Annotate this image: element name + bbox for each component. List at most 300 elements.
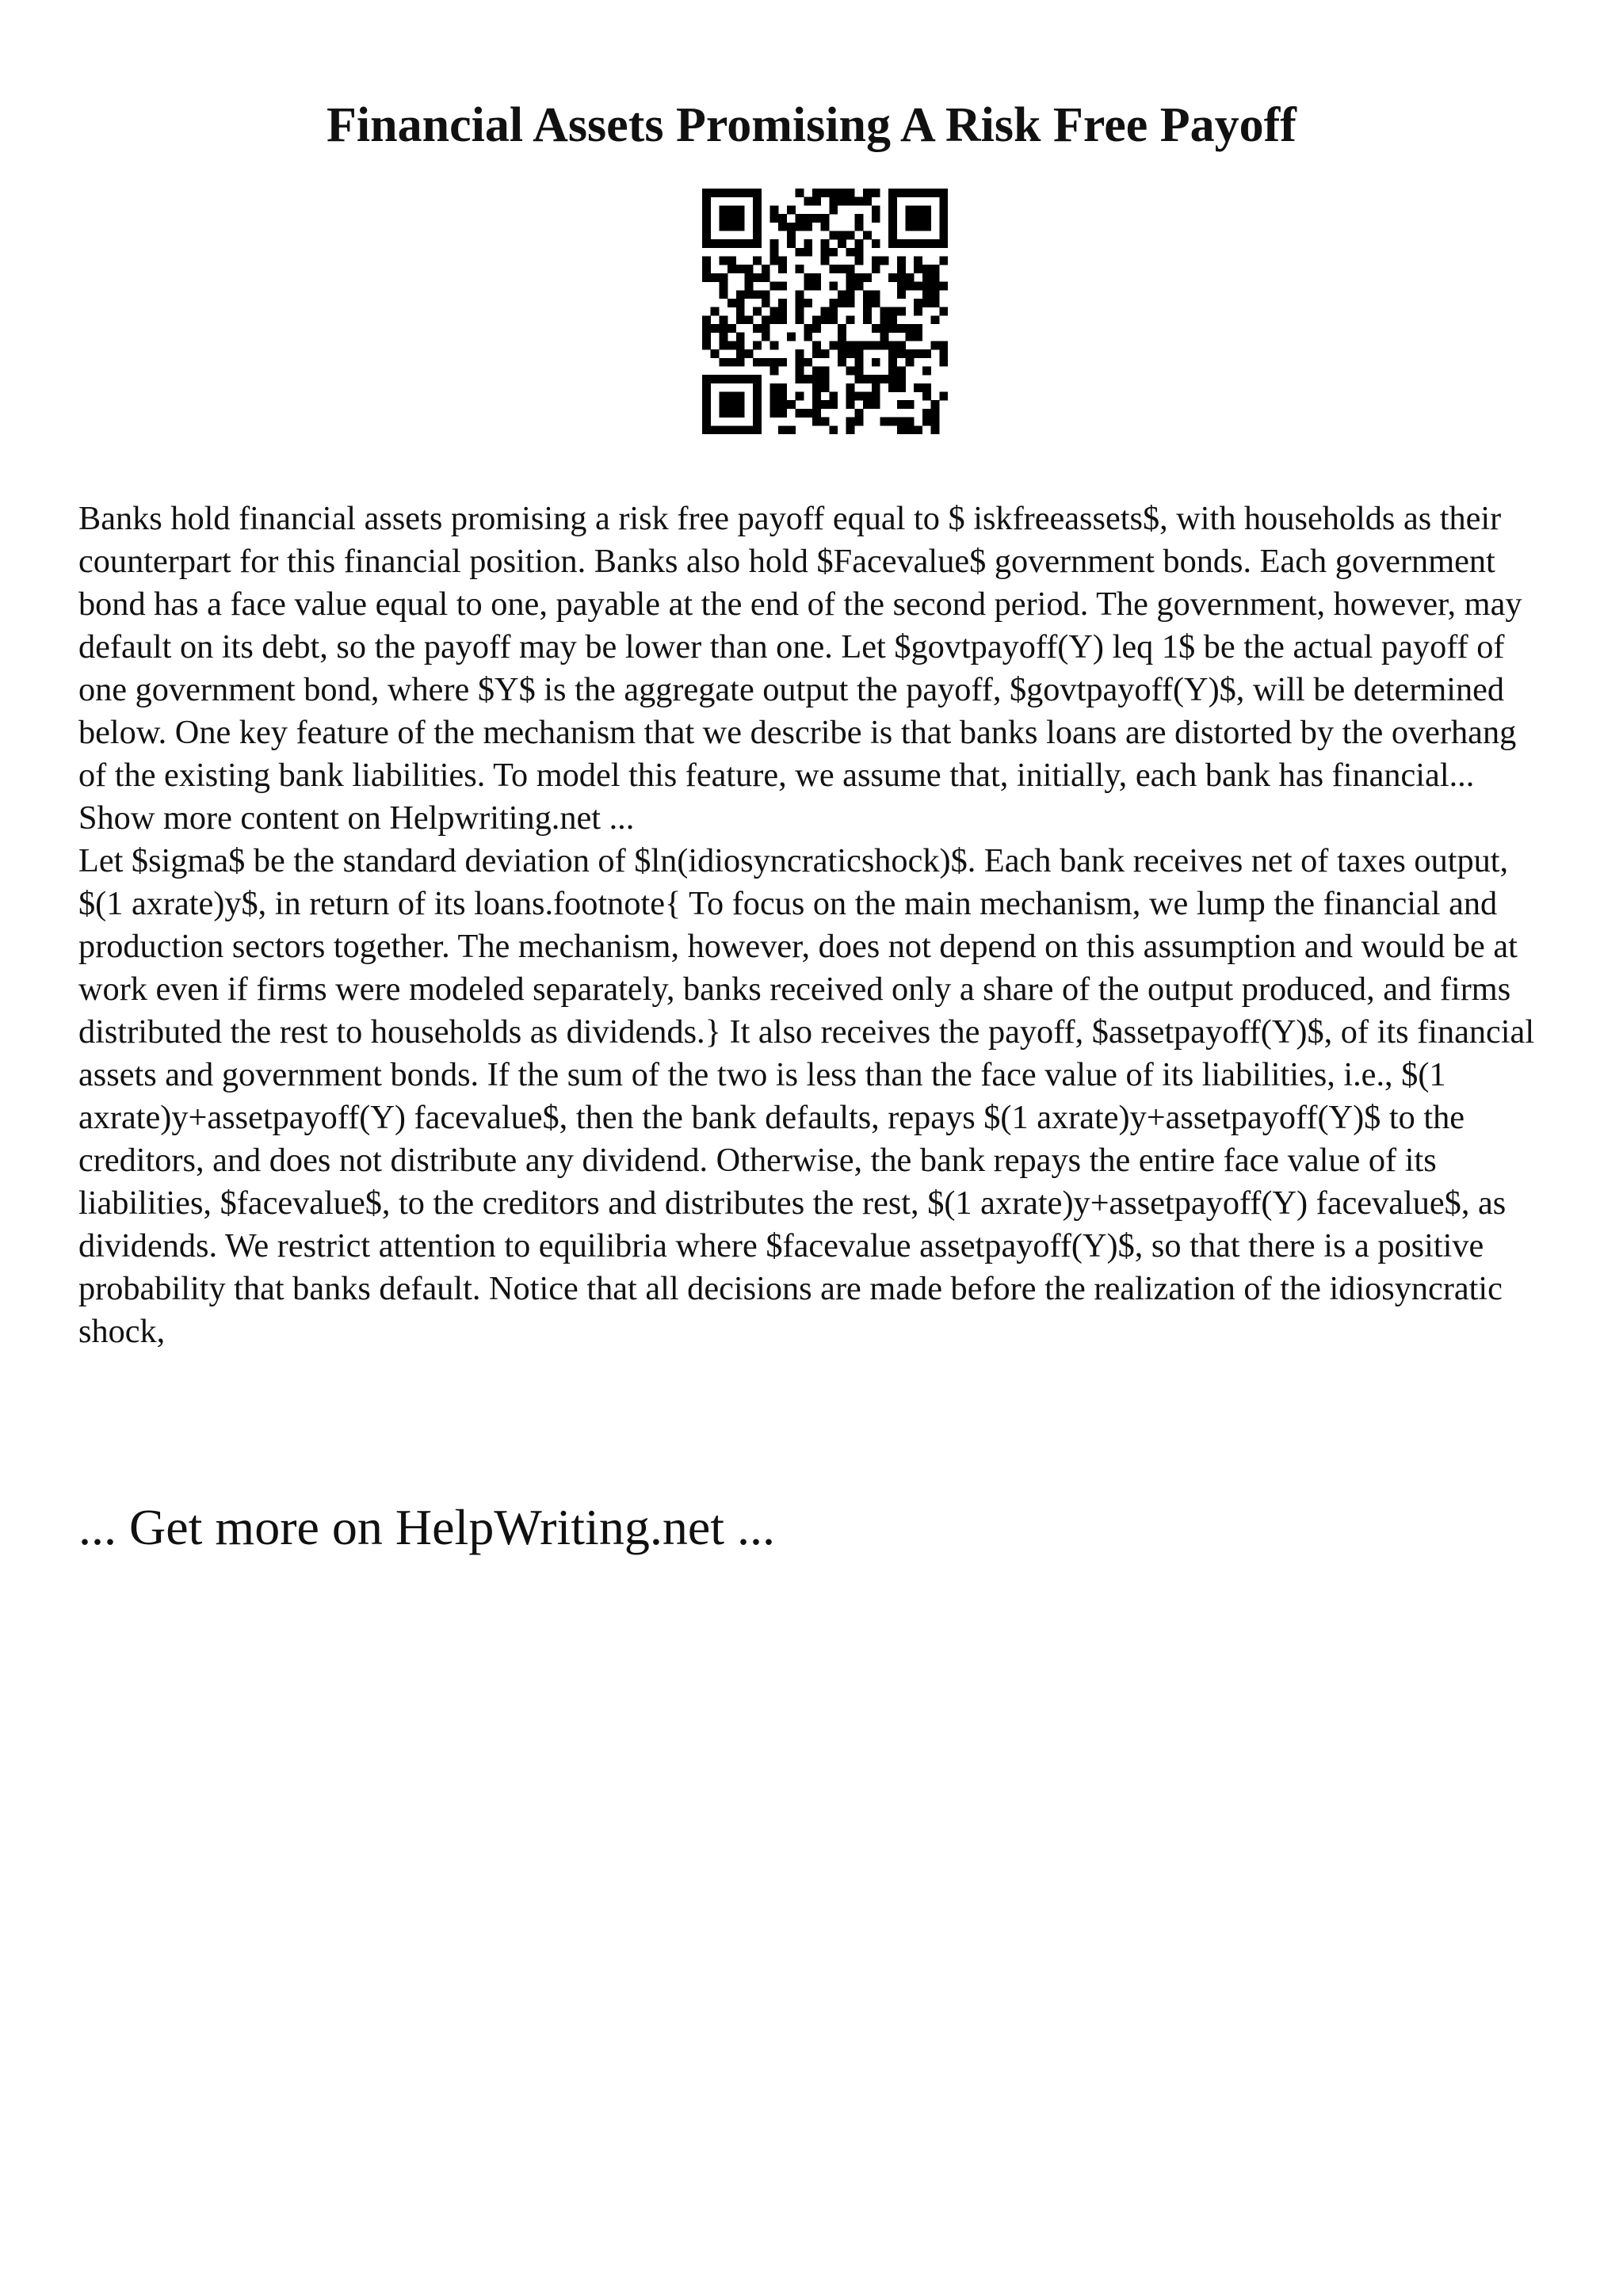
qr-module [939, 392, 948, 401]
qr-module [888, 214, 897, 223]
qr-module [880, 375, 888, 383]
qr-module [727, 205, 736, 214]
qr-module [922, 205, 931, 214]
qr-module [702, 400, 711, 409]
qr-module [804, 223, 812, 231]
qr-module [829, 400, 838, 409]
qr-module [888, 366, 897, 375]
qr-module [753, 375, 762, 383]
qr-module [838, 189, 846, 197]
qr-module [736, 333, 745, 341]
qr-module [727, 375, 736, 383]
qr-module [778, 400, 787, 409]
qr-module [872, 299, 880, 307]
qr-module [736, 315, 745, 324]
qr-module [939, 205, 948, 214]
qr-module [796, 315, 804, 324]
qr-module [939, 197, 948, 206]
qr-module [711, 189, 720, 197]
qr-module [796, 265, 804, 273]
qr-module [880, 307, 888, 316]
qr-module [762, 333, 770, 341]
qr-module [744, 265, 753, 273]
qr-module [922, 239, 931, 248]
qr-module [888, 231, 897, 239]
qr-module [906, 333, 915, 341]
qr-module [914, 265, 922, 273]
qr-module [727, 265, 736, 273]
qr-module [787, 400, 796, 409]
qr-module [931, 418, 940, 426]
qr-module [702, 333, 711, 341]
qr-module [888, 205, 897, 214]
qr-module [922, 392, 931, 401]
qr-module [939, 223, 948, 231]
qr-module [753, 290, 762, 299]
qr-module [753, 205, 762, 214]
qr-module [872, 383, 880, 392]
qr-module [906, 358, 915, 367]
qr-module [846, 189, 855, 197]
qr-module [872, 290, 880, 299]
qr-module [727, 341, 736, 349]
qr-module [914, 205, 922, 214]
qr-module [914, 257, 922, 265]
qr-module [770, 392, 779, 401]
qr-module [922, 290, 931, 299]
qr-module [812, 366, 821, 375]
qr-module [719, 273, 727, 282]
qr-module [796, 299, 804, 307]
qr-module [736, 214, 745, 223]
qr-module [880, 341, 888, 349]
qr-module [821, 223, 830, 231]
paragraph-2: Let $sigma$ be the standard deviation of $ln(idiosyncraticshock)$. Each bank receives net of taxes output, $(1 axrate)y$, in return of its loans.footnote{ To focus on the main mechanism, we lump the financial and production sectors together. The mechanism, however, does not depend on this assumption and would be at work even if firms were modeled separately, banks received only a share of the output produced, and firms distributed the rest to households as dividends.} It also receives the payoff, $assetpayoff(Y)$, of its financial assets and government bonds. If the sum of the two is less than the face value of its liabilities, i.e., $(1 axrate)y+assetpayoff(Y) facevalue$, then the bank defaults, repays $(1 axrate)y+assetpayoff(Y)$ to the creditors, and does not distribute any dividend. Otherwise, the bank repays the entire face value of its liabilities, $facevalue$, to the creditors and distributes the rest, $(1 axrate)y+assetpayoff(Y) facevalue$, as dividends. We restrict attention to equilibria where $facevalue assetpayoff(Y)$, so that there is a positive probability that banks default. Notice that all decisions are made before the realization of the idiosyncratic shock, [78, 842, 1535, 1350]
qr-module [854, 214, 863, 223]
qr-module [778, 315, 787, 324]
qr-module [753, 239, 762, 248]
qr-module [931, 282, 940, 291]
qr-module [939, 257, 948, 265]
qr-module [906, 324, 915, 333]
qr-module [736, 205, 745, 214]
qr-module [711, 425, 720, 434]
qr-module [897, 341, 906, 349]
qr-module [897, 425, 906, 434]
qr-module [778, 299, 787, 307]
qr-module [770, 214, 779, 223]
qr-module [711, 349, 720, 358]
qr-module [863, 400, 872, 409]
qr-module [897, 366, 906, 375]
qr-module [922, 409, 931, 418]
qr-module [778, 425, 787, 434]
qr-module [906, 273, 915, 282]
qr-module [906, 400, 915, 409]
qr-module [804, 409, 812, 418]
qr-module [812, 400, 821, 409]
qr-module [846, 231, 855, 239]
qr-module [753, 189, 762, 197]
qr-module [872, 205, 880, 214]
qr-module [719, 324, 727, 333]
qr-module [872, 189, 880, 197]
qr-module [753, 425, 762, 434]
qr-module [727, 324, 736, 333]
qr-module [821, 315, 830, 324]
qr-module [736, 400, 745, 409]
qr-module [854, 248, 863, 257]
qr-module [796, 248, 804, 257]
qr-module [702, 189, 711, 197]
qr-module [812, 418, 821, 426]
qr-module [744, 273, 753, 282]
qr-module [753, 231, 762, 239]
qr-module [939, 358, 948, 367]
qr-module [812, 214, 821, 223]
qr-module [702, 257, 711, 265]
qr-module [753, 273, 762, 282]
qr-module [736, 299, 745, 307]
qr-module [939, 214, 948, 223]
qr-module [719, 400, 727, 409]
qr-module [854, 282, 863, 291]
qr-module [854, 341, 863, 349]
qr-module [888, 223, 897, 231]
qr-module [711, 375, 720, 383]
qr-module [736, 239, 745, 248]
qr-module [838, 231, 846, 239]
qr-module [897, 257, 906, 265]
qr-module [812, 324, 821, 333]
qr-module [719, 189, 727, 197]
qr-module [762, 290, 770, 299]
qr-module [888, 273, 897, 282]
qr-module [846, 383, 855, 392]
qr-module [914, 383, 922, 392]
qr-module [702, 273, 711, 282]
qr-module [914, 324, 922, 333]
qr-module [727, 392, 736, 401]
qr-module [922, 299, 931, 307]
qr-module [753, 214, 762, 223]
qr-module [829, 189, 838, 197]
qr-module [744, 425, 753, 434]
qr-module [753, 257, 762, 265]
qr-module [854, 257, 863, 265]
qr-module [753, 358, 762, 367]
qr-module [863, 273, 872, 282]
get-more-link[interactable]: ... Get more on HelpWriting.net ... [78, 1499, 775, 1555]
qr-module [796, 307, 804, 316]
qr-module [906, 205, 915, 214]
qr-module [778, 257, 787, 265]
qr-module [829, 341, 838, 349]
qr-module [812, 315, 821, 324]
qr-module [906, 239, 915, 248]
qr-module [914, 239, 922, 248]
qr-module [770, 239, 779, 248]
qr-module [702, 231, 711, 239]
qr-module [727, 358, 736, 367]
qr-module [762, 273, 770, 282]
qr-module [914, 425, 922, 434]
qr-module [719, 290, 727, 299]
qr-module [762, 299, 770, 307]
qr-module [829, 248, 838, 257]
qr-module [846, 290, 855, 299]
qr-module [778, 223, 787, 231]
qr-module [778, 392, 787, 401]
qr-module [931, 299, 940, 307]
qr-module [736, 265, 745, 273]
qr-module [770, 282, 779, 291]
qr-module [770, 257, 779, 265]
qr-module [736, 290, 745, 299]
qr-module [736, 341, 745, 349]
qr-module [897, 349, 906, 358]
qr-module [762, 265, 770, 273]
qr-module [727, 299, 736, 307]
qr-module [804, 324, 812, 333]
qr-module [897, 400, 906, 409]
qr-module [863, 341, 872, 349]
qr-module [872, 400, 880, 409]
qr-module [939, 239, 948, 248]
qr-module [744, 282, 753, 291]
qr-module [787, 205, 796, 214]
qr-module [897, 282, 906, 291]
qr-module [778, 214, 787, 223]
qr-module [727, 400, 736, 409]
qr-module [863, 231, 872, 239]
qr-module [753, 418, 762, 426]
qr-module [812, 189, 821, 197]
qr-module [821, 248, 830, 257]
qr-module [711, 273, 720, 282]
qr-module [846, 418, 855, 426]
qr-module [702, 239, 711, 248]
qr-module [719, 214, 727, 223]
qr-module [702, 265, 711, 273]
qr-module [897, 324, 906, 333]
qr-module [829, 315, 838, 324]
qr-module [914, 333, 922, 341]
qr-module [727, 425, 736, 434]
qr-module [736, 409, 745, 418]
qr-module [872, 257, 880, 265]
qr-module [719, 358, 727, 367]
qr-module [922, 273, 931, 282]
qr-module [906, 425, 915, 434]
qr-module [727, 257, 736, 265]
qr-module [812, 197, 821, 206]
qr-module [922, 223, 931, 231]
qr-module [711, 324, 720, 333]
qr-module [829, 265, 838, 273]
qr-module [744, 239, 753, 248]
qr-module [727, 409, 736, 418]
qr-module [719, 205, 727, 214]
qr-module [778, 282, 787, 291]
qr-module [846, 341, 855, 349]
qr-module [719, 239, 727, 248]
qr-module [931, 265, 940, 273]
qr-module [787, 239, 796, 248]
qr-module [880, 418, 888, 426]
qr-module [829, 205, 838, 214]
qr-module [846, 273, 855, 282]
qr-module [821, 418, 830, 426]
qr-module [897, 375, 906, 383]
qr-module [872, 239, 880, 248]
qr-module [762, 358, 770, 367]
qr-module [770, 248, 779, 257]
qr-module [770, 358, 779, 367]
qr-module [872, 392, 880, 401]
qr-module [914, 214, 922, 223]
qr-module [719, 375, 727, 383]
qr-module [702, 341, 711, 349]
qr-module [796, 358, 804, 367]
qr-module [854, 239, 863, 248]
qr-module [821, 307, 830, 316]
qr-module [846, 282, 855, 291]
qr-module [888, 315, 897, 324]
qr-module [897, 383, 906, 392]
qr-module [702, 409, 711, 418]
qr-module [804, 333, 812, 341]
qr-module [770, 400, 779, 409]
qr-module [854, 197, 863, 206]
qr-module [829, 197, 838, 206]
qr-module [838, 349, 846, 358]
qr-module [762, 324, 770, 333]
qr-module [846, 197, 855, 206]
qr-module [744, 189, 753, 197]
qr-module [922, 282, 931, 291]
qr-module [778, 265, 787, 273]
qr-module [846, 366, 855, 375]
qr-module [736, 425, 745, 434]
qr-module [863, 315, 872, 324]
qr-module [939, 282, 948, 291]
qr-module [702, 214, 711, 223]
qr-module [753, 409, 762, 418]
qr-module [914, 223, 922, 231]
qr-module [804, 273, 812, 282]
qr-module [719, 223, 727, 231]
qr-module [854, 418, 863, 426]
qr-module [906, 214, 915, 223]
qr-module [770, 341, 779, 349]
document-body [78, 498, 1552, 1353]
qr-module [880, 315, 888, 324]
qr-module [880, 333, 888, 341]
qr-module [821, 400, 830, 409]
qr-module [829, 307, 838, 316]
qr-module [744, 290, 753, 299]
qr-module [931, 315, 940, 324]
qr-module [897, 273, 906, 282]
qr-module [931, 409, 940, 418]
qr-module [854, 392, 863, 401]
qr-module [804, 197, 812, 206]
qr-module [753, 400, 762, 409]
qr-module [719, 333, 727, 341]
qr-module [939, 231, 948, 239]
qr-module [770, 315, 779, 324]
qr-module [744, 375, 753, 383]
qr-module [888, 197, 897, 206]
qr-module [753, 324, 762, 333]
qr-module [753, 307, 762, 316]
qr-module [931, 425, 940, 434]
qr-module [922, 418, 931, 426]
qr-module [829, 282, 838, 291]
qr-module [719, 341, 727, 349]
qr-module [838, 358, 846, 367]
qr-module [931, 189, 940, 197]
qr-module [744, 315, 753, 324]
qr-module [812, 409, 821, 418]
qr-module [796, 409, 804, 418]
qr-module [838, 299, 846, 307]
qr-module [821, 383, 830, 392]
qr-module [863, 290, 872, 299]
qr-module [838, 239, 846, 248]
qr-module [719, 315, 727, 324]
qr-module [702, 383, 711, 392]
qr-module [719, 257, 727, 265]
qr-module [854, 366, 863, 375]
qr-module [922, 189, 931, 197]
qr-module [702, 392, 711, 401]
qr-module [796, 366, 804, 375]
qr-module [804, 358, 812, 367]
qr-module [778, 358, 787, 367]
qr-module [812, 392, 821, 401]
qr-module [846, 349, 855, 358]
qr-module [863, 392, 872, 401]
qr-module [931, 400, 940, 409]
qr-module [804, 299, 812, 307]
qr-module [897, 189, 906, 197]
qr-module [888, 358, 897, 367]
qr-module [821, 375, 830, 383]
qr-module [736, 223, 745, 231]
qr-module [778, 307, 787, 316]
qr-module [939, 189, 948, 197]
qr-module [829, 299, 838, 307]
qr-module [931, 239, 940, 248]
qr-module [821, 189, 830, 197]
qr-module [727, 214, 736, 223]
qr-module [812, 273, 821, 282]
qr-module [804, 239, 812, 248]
qr-module [922, 366, 931, 375]
qr-module [914, 189, 922, 197]
qr-module [863, 375, 872, 383]
qr-module [846, 299, 855, 307]
qr-module [863, 189, 872, 197]
qr-module [846, 265, 855, 273]
qr-module [906, 418, 915, 426]
qr-code-graphic [702, 189, 948, 434]
qr-module [796, 375, 804, 383]
qr-module [897, 418, 906, 426]
qr-module [812, 341, 821, 349]
